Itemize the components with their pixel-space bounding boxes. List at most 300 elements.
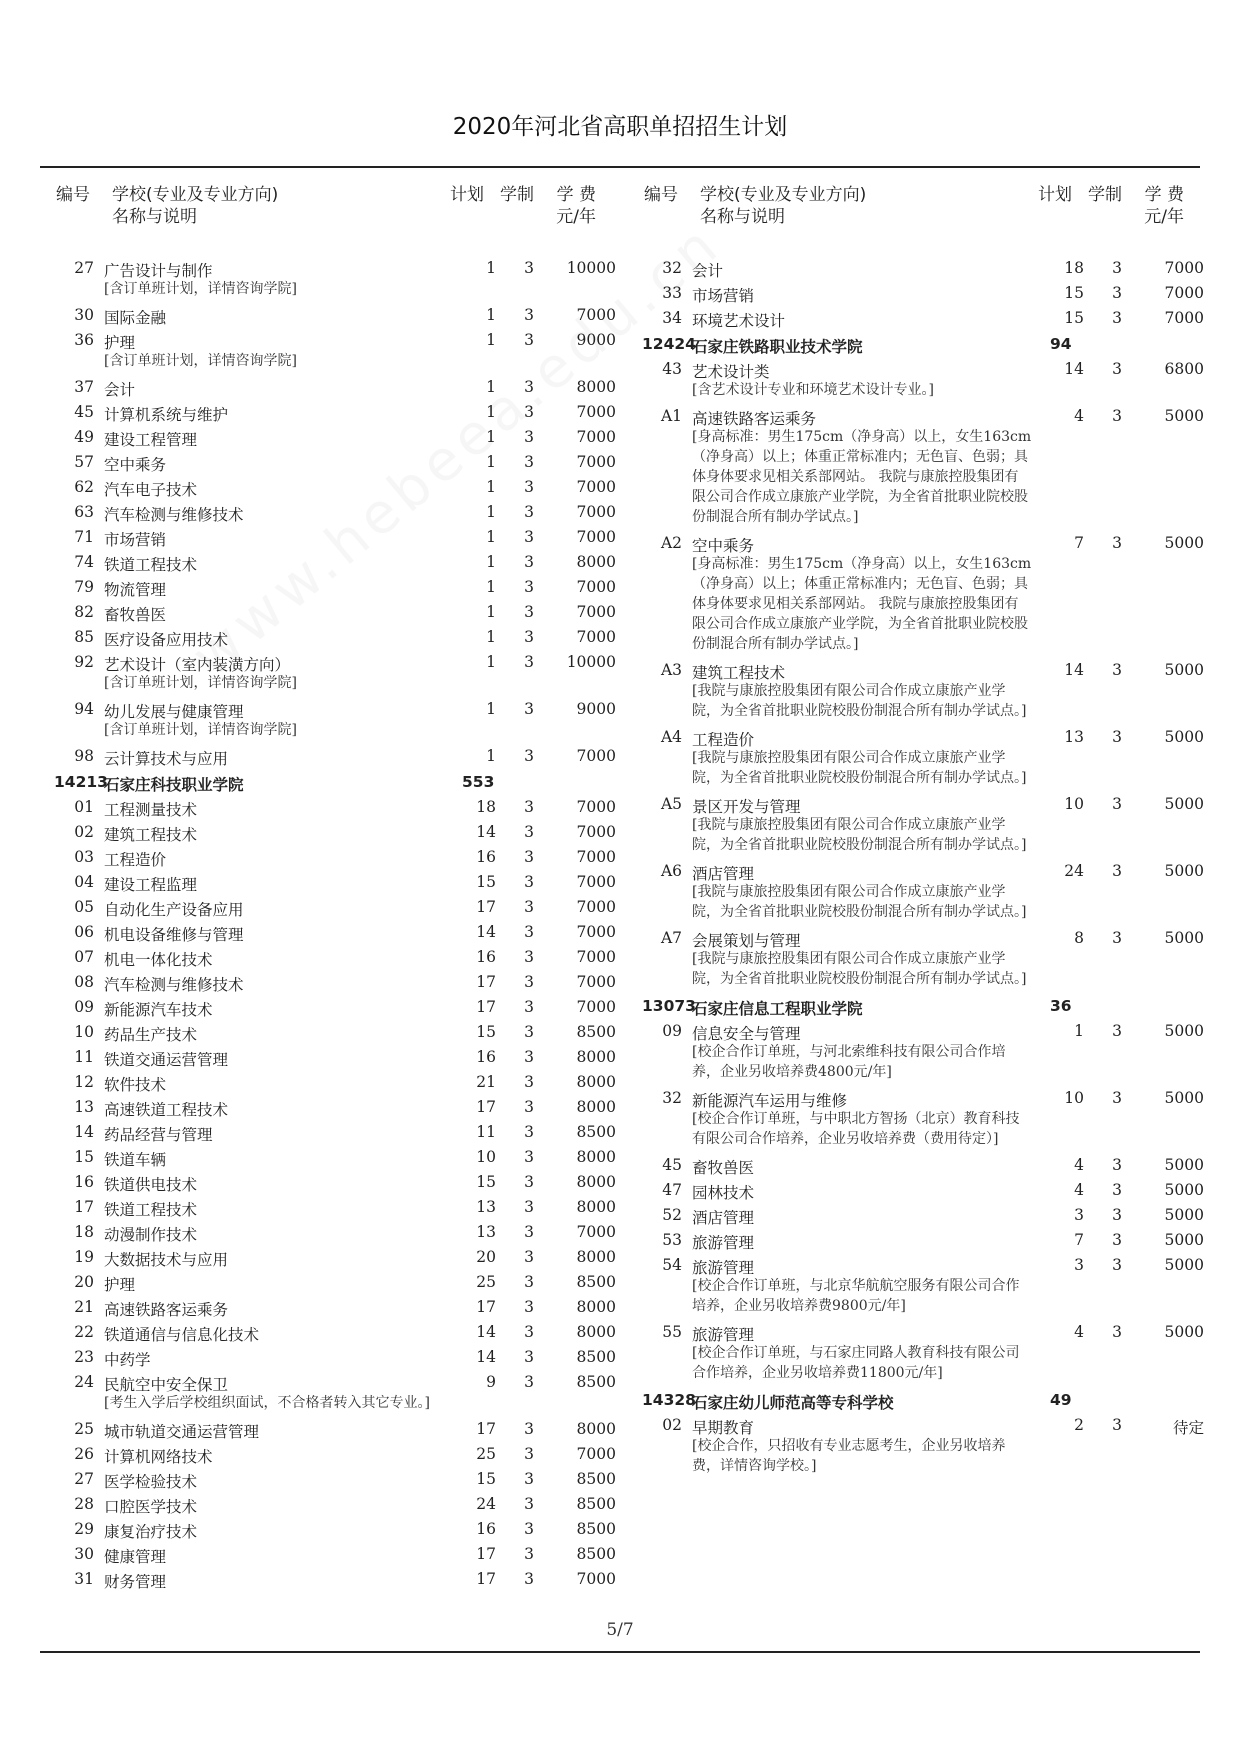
major-name: 机电设备维修与管理: [104, 926, 244, 944]
major-plan: 17: [476, 1545, 496, 1563]
major-fee: 7000: [576, 898, 616, 916]
major-fee: 7000: [576, 478, 616, 496]
major-fee: 8500: [576, 1470, 616, 1488]
major-fee: 5000: [1164, 534, 1204, 552]
major-code: 21: [74, 1298, 94, 1316]
major-fee: 7000: [576, 873, 616, 891]
major-years: 3: [524, 1570, 534, 1588]
major-code: A6: [660, 862, 682, 880]
major-code: 11: [74, 1048, 94, 1066]
major-code: 10: [74, 1023, 94, 1041]
major-code: 09: [74, 998, 94, 1016]
major-row: [56, 895, 616, 920]
major-row: [644, 1228, 1204, 1253]
major-code: A1: [660, 407, 682, 425]
major-years: 3: [1112, 1323, 1122, 1341]
major-years: 3: [524, 1445, 534, 1463]
major-years: 3: [1112, 1256, 1122, 1274]
major-code: 92: [74, 653, 94, 671]
major-row: [56, 1120, 616, 1145]
major-name: 早期教育: [692, 1419, 755, 1437]
major-code: 29: [74, 1520, 94, 1538]
major-plan: 13: [476, 1198, 496, 1216]
major-plan: 15: [1064, 309, 1084, 327]
major-fee: 8500: [576, 1273, 616, 1291]
major-code: 12: [74, 1073, 94, 1091]
major-years: 3: [524, 1298, 534, 1316]
major-years: 3: [524, 898, 534, 916]
major-note: [我院与康旅控股集团有限公司合作成立康旅产业学院，为全省首批职业院校股份制混合所有制办学试点。]: [692, 683, 1027, 719]
major-name: 铁道供电技术: [104, 1176, 198, 1194]
header-years: 学制: [1088, 185, 1122, 205]
major-code: 27: [74, 1470, 94, 1488]
major-row: [56, 870, 616, 895]
major-code: 13: [74, 1098, 94, 1116]
school-name: 石家庄铁路职业技术学院: [692, 338, 863, 356]
major-years: 3: [524, 1273, 534, 1291]
major-note: [我院与康旅控股集团有限公司合作成立康旅产业学院，为全省首批职业院校股份制混合所有制办学试点。]: [692, 817, 1027, 853]
major-plan: 1: [486, 259, 496, 277]
major-fee: 7000: [576, 1445, 616, 1463]
major-note: [含艺术设计专业和环境艺术设计专业。]: [692, 382, 934, 398]
major-row: [644, 1086, 1204, 1111]
major-plan: 21: [476, 1073, 496, 1091]
major-years: 3: [524, 403, 534, 421]
major-row: [56, 1320, 616, 1345]
major-code: 19: [74, 1248, 94, 1266]
major-fee: 7000: [576, 747, 616, 765]
major-row: [644, 357, 1204, 382]
major-years: 3: [1112, 284, 1122, 302]
major-code: 04: [74, 873, 94, 891]
major-plan: 2: [1074, 1416, 1084, 1434]
major-fee: 9000: [576, 700, 616, 718]
major-name: 汽车电子技术: [104, 481, 198, 499]
major-years: 3: [1112, 1022, 1122, 1040]
major-row: [56, 500, 616, 525]
major-years: 3: [524, 1148, 534, 1166]
major-fee: 8000: [576, 378, 616, 396]
header-fee-unit: 元/年: [556, 207, 596, 227]
major-code: 01: [74, 798, 94, 816]
major-row: [56, 920, 616, 945]
major-years: 3: [524, 628, 534, 646]
major-row: [644, 1320, 1204, 1345]
major-name: 工程造价: [692, 731, 755, 749]
major-row: [56, 1442, 616, 1467]
school-row: [644, 1387, 1204, 1413]
major-fee: 8500: [576, 1023, 616, 1041]
major-code: 06: [74, 923, 94, 941]
major-row: [644, 926, 1204, 951]
header-name-sub: 名称与说明: [112, 207, 197, 227]
major-name: 酒店管理: [692, 1209, 755, 1227]
major-plan: 15: [476, 1023, 496, 1041]
major-plan: 1: [486, 700, 496, 718]
major-name: 新能源汽车运用与维修: [692, 1092, 848, 1110]
major-name: 铁道车辆: [104, 1151, 167, 1169]
major-fee: 7000: [576, 998, 616, 1016]
major-code: 08: [74, 973, 94, 991]
major-name: 市场营销: [692, 287, 755, 305]
major-fee: 8000: [576, 1173, 616, 1191]
major-fee: 8500: [576, 1123, 616, 1141]
major-name: 会展策划与管理: [692, 932, 801, 950]
school-plan-total: 94: [1050, 335, 1072, 353]
major-fee: 7000: [576, 948, 616, 966]
major-name: 建筑工程技术: [104, 826, 198, 844]
major-name: 健康管理: [104, 1548, 167, 1566]
major-years: 3: [1112, 728, 1122, 746]
major-name: 畜牧兽医: [104, 606, 167, 624]
major-row: [644, 531, 1204, 556]
major-row: [56, 425, 616, 450]
major-code: 07: [74, 948, 94, 966]
major-years: 3: [524, 653, 534, 671]
major-plan: 7: [1074, 1231, 1084, 1249]
major-plan: 10: [1064, 795, 1084, 813]
major-name: 民航空中安全保卫: [104, 1376, 229, 1394]
major-fee: 5000: [1164, 1256, 1204, 1274]
major-name: 建设工程管理: [104, 431, 198, 449]
major-name: 动漫制作技术: [104, 1226, 198, 1244]
major-code: 94: [74, 700, 94, 718]
major-code: 15: [74, 1148, 94, 1166]
major-plan: 1: [486, 603, 496, 621]
major-plan: 13: [476, 1223, 496, 1241]
major-code: 32: [662, 259, 682, 277]
major-years: 3: [524, 528, 534, 546]
major-row: [644, 792, 1204, 817]
major-years: 3: [1112, 929, 1122, 947]
major-name: 会计: [692, 262, 724, 280]
major-fee: 5000: [1164, 862, 1204, 880]
major-row: [644, 1413, 1204, 1438]
major-code: 53: [662, 1231, 682, 1249]
major-fee: 5000: [1164, 1156, 1204, 1174]
major-name: 机电一体化技术: [104, 951, 213, 969]
major-years: 3: [524, 1098, 534, 1116]
major-years: 3: [524, 1223, 534, 1241]
major-code: 71: [74, 528, 94, 546]
major-code: 55: [662, 1323, 682, 1341]
school-row: [644, 993, 1204, 1019]
major-fee: 8000: [576, 1048, 616, 1066]
header-fee-unit: 元/年: [1144, 207, 1184, 227]
major-row: [56, 1517, 616, 1542]
major-name: 艺术设计（室内装潢方向）: [104, 656, 291, 674]
major-name: 药品经营与管理: [104, 1126, 213, 1144]
major-plan: 17: [476, 1420, 496, 1438]
major-fee: 8000: [576, 1298, 616, 1316]
major-code: A5: [660, 795, 682, 813]
major-years: 3: [1112, 407, 1122, 425]
major-years: 3: [524, 1198, 534, 1216]
major-code: 24: [74, 1373, 94, 1391]
left-table-header: [56, 180, 616, 246]
major-row: [56, 450, 616, 475]
major-fee: 5000: [1164, 1323, 1204, 1341]
major-row: [56, 375, 616, 400]
major-code: 52: [662, 1206, 682, 1224]
major-name: 信息安全与管理: [692, 1025, 801, 1043]
major-note: [身高标准：男生175cm（净身高）以上，女生163cm（净身高）以上；体重正常标准内；无色盲、色弱；具体身体要求见相关系部网站。 我院与康旅控股集团有限公司合作成立康旅产业学院，为全省首批职业院校股份制混合所有制办学试点。]: [692, 556, 1032, 652]
major-row: [56, 845, 616, 870]
major-fee: 8000: [576, 1098, 616, 1116]
major-note: [校企合作订单班，与石家庄同路人教育科技有限公司合作培养，企业另收培养费11800元/年]: [692, 1345, 1020, 1381]
major-fee: 7000: [576, 923, 616, 941]
major-years: 3: [524, 603, 534, 621]
major-row: [56, 625, 616, 650]
major-years: 3: [1112, 1416, 1122, 1434]
major-row: [56, 1095, 616, 1120]
major-name: 艺术设计类: [692, 363, 770, 381]
major-name: 铁道交通运营管理: [104, 1051, 229, 1069]
major-years: 3: [524, 1373, 534, 1391]
major-fee: 8000: [576, 1420, 616, 1438]
major-code: 25: [74, 1420, 94, 1438]
major-note: [我院与康旅控股集团有限公司合作成立康旅产业学院，为全省首批职业院校股份制混合所有制办学试点。]: [692, 750, 1027, 786]
major-name: 畜牧兽医: [692, 1159, 755, 1177]
major-row: [56, 1370, 616, 1395]
major-code: 09: [662, 1022, 682, 1040]
major-code: A3: [660, 661, 682, 679]
major-code: A7: [660, 929, 682, 947]
major-code: 98: [74, 747, 94, 765]
major-row: [56, 1070, 616, 1095]
major-years: 3: [1112, 360, 1122, 378]
left-rows: [56, 256, 616, 1592]
major-years: 3: [1112, 1231, 1122, 1249]
major-plan: 1: [486, 478, 496, 496]
major-name: 大数据技术与应用: [104, 1251, 229, 1269]
major-row: [644, 859, 1204, 884]
major-name: 计算机系统与维护: [104, 406, 229, 424]
major-code: 54: [662, 1256, 682, 1274]
major-name: 汽车检测与维修技术: [104, 506, 244, 524]
major-plan: 4: [1074, 407, 1084, 425]
major-note: [校企合作订单班，与河北索维科技有限公司合作培养，企业另收培养费4800元/年]: [692, 1044, 1006, 1080]
page-title: 2020年河北省高职单招招生计划: [452, 114, 788, 140]
major-years: 3: [524, 700, 534, 718]
major-plan: 1: [486, 331, 496, 349]
major-plan: 1: [486, 306, 496, 324]
header-name-sub: 名称与说明: [700, 207, 785, 227]
school-plan-total: 553: [462, 773, 495, 791]
major-fee: 5000: [1164, 661, 1204, 679]
major-plan: 8: [1074, 929, 1084, 947]
major-row: [56, 1195, 616, 1220]
major-years: 3: [524, 948, 534, 966]
major-plan: 10: [1064, 1089, 1084, 1107]
major-code: 63: [74, 503, 94, 521]
major-row: [56, 256, 616, 281]
major-fee: 8000: [576, 1148, 616, 1166]
major-note: [含订单班计划，详情咨询学院]: [104, 722, 297, 738]
major-years: 3: [1112, 862, 1122, 880]
major-note: [我院与康旅控股集团有限公司合作成立康旅产业学院，为全省首批职业院校股份制混合所有制办学试点。]: [692, 884, 1027, 920]
major-name: 新能源汽车技术: [104, 1001, 213, 1019]
school-code: 14213: [54, 773, 108, 791]
major-name: 会计: [104, 381, 136, 399]
major-row: [56, 1567, 616, 1592]
header-code: 编号: [644, 185, 678, 205]
major-fee: 5000: [1164, 407, 1204, 425]
major-plan: 1: [486, 553, 496, 571]
major-row: [56, 1270, 616, 1295]
major-name: 物流管理: [104, 581, 167, 599]
major-code: 57: [74, 453, 94, 471]
major-name: 铁道通信与信息化技术: [104, 1326, 260, 1344]
major-years: 3: [524, 578, 534, 596]
major-name: 市场营销: [104, 531, 167, 549]
major-years: 3: [524, 1023, 534, 1041]
major-fee: 7000: [576, 628, 616, 646]
major-years: 3: [524, 923, 534, 941]
major-note: [身高标准：男生175cm（净身高）以上，女生163cm（净身高）以上；体重正常标准内；无色盲、色弱；具体身体要求见相关系部网站。 我院与康旅控股集团有限公司合作成立康旅产业学院，为全省首批职业院校股份制混合所有制办学试点。]: [692, 429, 1032, 525]
major-code: 20: [74, 1273, 94, 1291]
major-code: 28: [74, 1495, 94, 1513]
major-fee: 8000: [576, 1248, 616, 1266]
major-plan: 15: [476, 873, 496, 891]
major-note: [校企合作订单班，与北京华航航空服务有限公司合作培养，企业另收培养费9800元/年]: [692, 1278, 1020, 1314]
major-years: 3: [524, 331, 534, 349]
major-fee: 7000: [576, 578, 616, 596]
major-years: 3: [1112, 1181, 1122, 1199]
major-fee: 7000: [576, 973, 616, 991]
major-fee: 5000: [1164, 1206, 1204, 1224]
major-fee: 7000: [576, 603, 616, 621]
major-note: [校企合作订单班，与中职北方智扬（北京）教育科技有限公司合作培养，企业另收培养费（费用待定）]: [692, 1111, 1020, 1147]
major-name: 高速铁路客运乘务: [692, 410, 817, 428]
major-plan: 24: [476, 1495, 496, 1513]
major-name: 环境艺术设计: [692, 312, 786, 330]
major-row: [56, 1020, 616, 1045]
major-plan: 25: [476, 1445, 496, 1463]
major-row: [644, 256, 1204, 281]
major-name: 汽车检测与维修技术: [104, 976, 244, 994]
major-code: 31: [74, 1570, 94, 1588]
major-years: 3: [524, 1048, 534, 1066]
major-fee: 7000: [576, 848, 616, 866]
major-code: 79: [74, 578, 94, 596]
major-fee: 8000: [576, 1073, 616, 1091]
major-years: 3: [524, 259, 534, 277]
school-code: 13073: [642, 997, 696, 1015]
major-row: [56, 1045, 616, 1070]
major-plan: 1: [486, 503, 496, 521]
major-row: [56, 795, 616, 820]
major-code: 26: [74, 1445, 94, 1463]
major-name: 建筑工程技术: [692, 664, 786, 682]
major-row: [56, 575, 616, 600]
major-plan: 16: [476, 948, 496, 966]
major-name: 空中乘务: [692, 537, 755, 555]
major-years: 3: [1112, 534, 1122, 552]
major-row: [56, 744, 616, 769]
major-row: [56, 600, 616, 625]
major-plan: 9: [486, 1373, 496, 1391]
major-row: [56, 650, 616, 675]
major-years: 3: [524, 1248, 534, 1266]
school-name: 石家庄信息工程职业学院: [692, 1000, 863, 1018]
major-plan: 1: [486, 528, 496, 546]
major-code: 30: [74, 1545, 94, 1563]
major-code: 23: [74, 1348, 94, 1366]
major-name: 旅游管理: [692, 1234, 755, 1252]
major-years: 3: [524, 823, 534, 841]
header-plan: 计划: [1038, 185, 1072, 205]
major-plan: 15: [1064, 284, 1084, 302]
major-name: 空中乘务: [104, 456, 167, 474]
major-plan: 3: [1074, 1206, 1084, 1224]
major-code: 85: [74, 628, 94, 646]
major-name: 康复治疗技术: [104, 1523, 198, 1541]
major-fee: 10000: [566, 259, 616, 277]
major-name: 口腔医学技术: [104, 1498, 198, 1516]
header-code: 编号: [56, 185, 90, 205]
major-code: 37: [74, 378, 94, 396]
major-row: [644, 281, 1204, 306]
major-fee: 8500: [576, 1373, 616, 1391]
major-plan: 17: [476, 973, 496, 991]
major-plan: 17: [476, 1298, 496, 1316]
major-plan: 1: [486, 378, 496, 396]
major-fee: 5000: [1164, 1089, 1204, 1107]
major-code: 33: [662, 284, 682, 302]
major-row: [56, 1245, 616, 1270]
major-fee: 7000: [576, 823, 616, 841]
major-years: 3: [524, 973, 534, 991]
right-table-header: [644, 180, 1204, 246]
major-row: [56, 1145, 616, 1170]
major-fee: 7000: [576, 503, 616, 521]
school-name: 石家庄科技职业学院: [104, 776, 244, 794]
major-note: [校企合作，只招收有专业志愿考生，企业另收培养费，详情咨询学校。]: [692, 1438, 1006, 1474]
major-name: 建设工程监理: [104, 876, 198, 894]
major-name: 软件技术: [104, 1076, 167, 1094]
major-name: 医疗设备应用技术: [104, 631, 229, 649]
major-plan: 14: [1064, 661, 1084, 679]
major-plan: 17: [476, 998, 496, 1016]
major-plan: 1: [486, 653, 496, 671]
major-years: 3: [524, 1470, 534, 1488]
major-code: 82: [74, 603, 94, 621]
major-years: 3: [1112, 1206, 1122, 1224]
major-plan: 18: [1064, 259, 1084, 277]
major-code: 45: [74, 403, 94, 421]
major-name: 护理: [104, 334, 136, 352]
major-plan: 15: [476, 1173, 496, 1191]
major-plan: 20: [476, 1248, 496, 1266]
major-name: 自动化生产设备应用: [104, 901, 244, 919]
major-years: 3: [524, 798, 534, 816]
major-code: 30: [74, 306, 94, 324]
major-years: 3: [524, 998, 534, 1016]
major-code: 14: [74, 1123, 94, 1141]
major-plan: 17: [476, 898, 496, 916]
major-code: 47: [662, 1181, 682, 1199]
major-fee: 6800: [1164, 360, 1204, 378]
top-rule: [40, 166, 1200, 168]
major-name: 广告设计与制作: [104, 262, 213, 280]
major-fee: 5000: [1164, 1181, 1204, 1199]
major-code: 36: [74, 331, 94, 349]
major-fee: 7000: [576, 1570, 616, 1588]
major-plan: 14: [476, 1348, 496, 1366]
major-code: 18: [74, 1223, 94, 1241]
major-row: [644, 306, 1204, 331]
